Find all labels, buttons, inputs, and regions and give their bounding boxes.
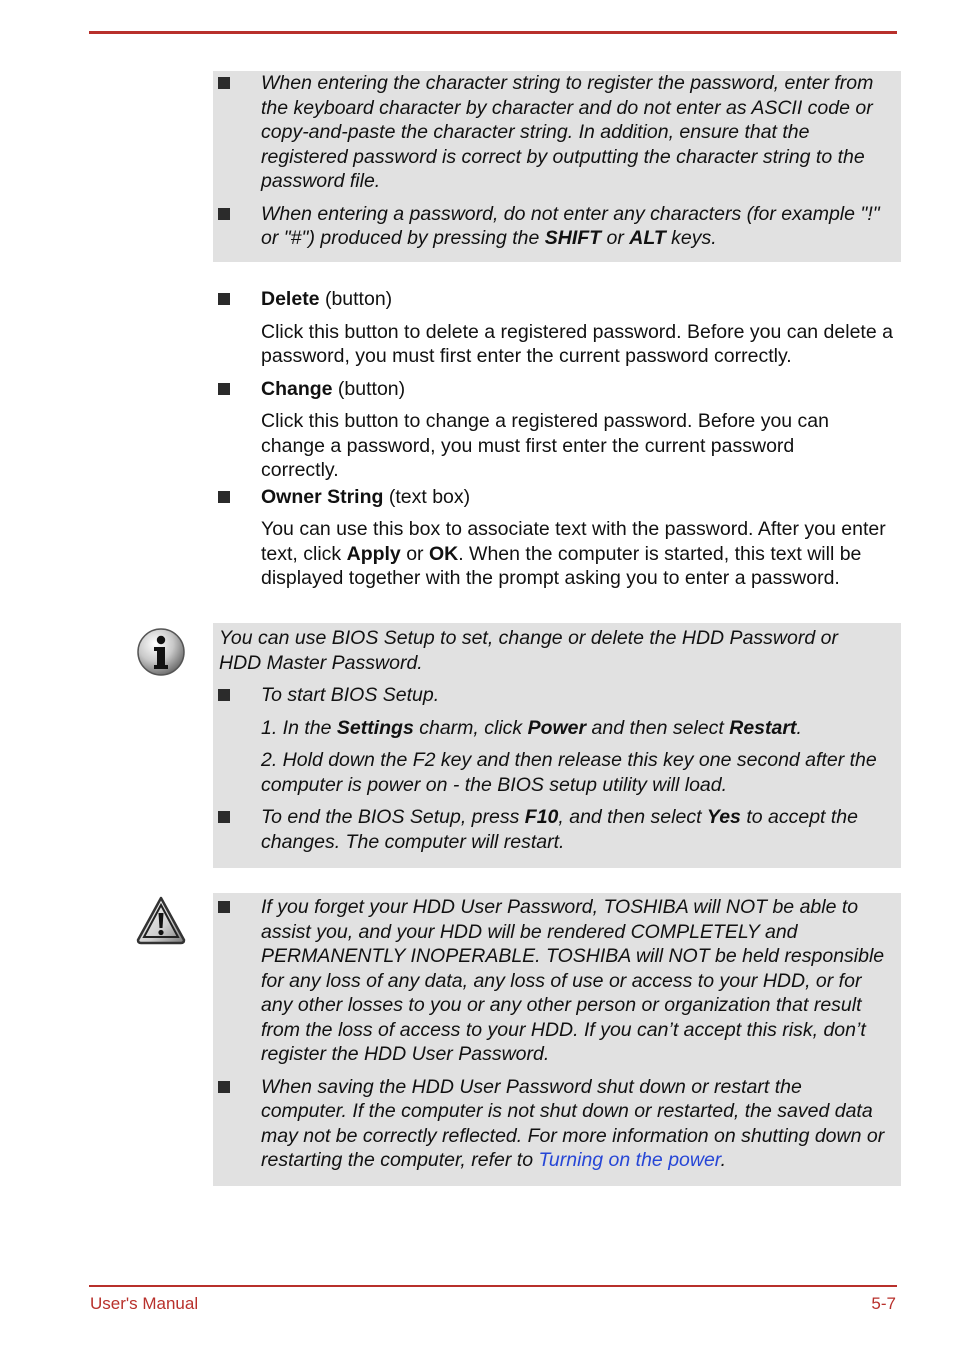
warning-item bbox=[213, 895, 901, 1067]
note-item bbox=[213, 202, 901, 251]
item-description bbox=[213, 409, 901, 483]
info-text: . bbox=[796, 716, 802, 739]
footer-rule bbox=[89, 1285, 897, 1287]
note-text: or bbox=[601, 227, 630, 249]
restart-term: Restart bbox=[729, 716, 797, 739]
item-label: Change bbox=[261, 377, 333, 400]
settings-term: Settings bbox=[336, 716, 414, 739]
power-term: Power bbox=[527, 716, 587, 739]
header-rule bbox=[89, 31, 897, 34]
description-text: You can use this box to associate text with the password. After you enter text, click bbox=[261, 518, 886, 565]
info-item bbox=[213, 805, 901, 854]
info-step bbox=[213, 748, 901, 797]
note-item bbox=[213, 71, 901, 194]
alt-key: ALT bbox=[629, 227, 666, 249]
note-text: When entering the character string to register the password, enter from the keyboard character by character and do not enter as ASCII code or copy-and-paste the character string. In addition, ensure that the registered password is correct by outputting the character string to the password file. bbox=[261, 72, 874, 192]
item-description bbox=[213, 517, 901, 591]
f10-key: F10 bbox=[524, 806, 559, 828]
shift-key: SHIFT bbox=[544, 227, 602, 249]
info-text: to accept the changes. The computer will restart. bbox=[261, 806, 858, 853]
info-text: To start BIOS Setup. bbox=[261, 684, 440, 706]
info-text: and then select bbox=[586, 716, 730, 739]
info-intro bbox=[213, 623, 901, 675]
info-text: 1. In the bbox=[261, 716, 337, 739]
item-suffix: (button) bbox=[319, 288, 393, 310]
item-label: Delete bbox=[261, 288, 320, 310]
description-text: Click this button to change a registered password. Before you can change a password, you must first enter the current password correctly. bbox=[261, 410, 829, 481]
page-number: 5-7 bbox=[871, 1294, 896, 1313]
item-suffix: (text box) bbox=[383, 485, 471, 508]
info-text: To end the BIOS Setup, press bbox=[261, 806, 525, 828]
ok-term: OK bbox=[428, 542, 459, 565]
warning-box bbox=[213, 893, 901, 1186]
info-text: charm, click bbox=[413, 716, 528, 739]
note-text: When entering a password, do not enter any characters (for example "!" or "#") produced by pressing the bbox=[261, 202, 880, 249]
info-text: 2. Hold down the F2 key and then release this key one second after the computer is power on - the BIOS setup utility will load. bbox=[261, 749, 877, 796]
turning-on-power-link[interactable]: Turning on the power bbox=[538, 1149, 721, 1171]
warning-text: . bbox=[720, 1149, 726, 1171]
warning-text: When saving the HDD User Password shut down or restart the computer. If the computer is not shut down or restarted, the saved data may not be correctly reflected. For more information on shutting down or restarting the computer, refer to bbox=[261, 1075, 885, 1171]
info-icon bbox=[136, 627, 186, 677]
info-step bbox=[213, 716, 901, 741]
list-item-delete bbox=[213, 287, 901, 312]
info-text: , and then select bbox=[558, 806, 707, 828]
note-box bbox=[213, 71, 901, 262]
item-list bbox=[213, 287, 901, 591]
description-text: Click this button to delete a registered password. Before you can delete a password, you must first enter the current password correctly. bbox=[261, 320, 893, 367]
list-item-change bbox=[213, 377, 901, 402]
item-label: Owner String bbox=[261, 485, 384, 508]
yes-term: Yes bbox=[706, 806, 741, 828]
apply-term: Apply bbox=[346, 542, 401, 565]
note-text: keys. bbox=[665, 227, 717, 249]
description-text: or bbox=[400, 542, 429, 565]
footer-title: User's Manual bbox=[90, 1294, 199, 1313]
list-item-owner-string bbox=[213, 485, 901, 510]
item-suffix: (button) bbox=[332, 377, 406, 400]
info-box bbox=[213, 623, 901, 868]
warning-item bbox=[213, 1075, 901, 1173]
info-item bbox=[213, 683, 901, 708]
info-text: You can use BIOS Setup to set, change or delete the HDD Password or HDD Master Password. bbox=[219, 627, 838, 674]
item-description bbox=[213, 320, 901, 369]
warning-icon bbox=[136, 895, 186, 945]
description-text: . When the computer is started, this text will be displayed together with the prompt asking you to enter a password. bbox=[261, 542, 862, 589]
warning-text: If you forget your HDD User Password, TOSHIBA will NOT be able to assist you, and your HDD will be rendered COMPLETELY and PERMANENTLY INOPERABLE. TOSHIBA will NOT be held responsible for any loss of any data, any loss of use or access to your HDD, or for any other losses to you or any other person or organization that result from the loss of access to your HDD. If you can’t accept this risk, don’t register the HDD User Password. bbox=[261, 896, 885, 1065]
